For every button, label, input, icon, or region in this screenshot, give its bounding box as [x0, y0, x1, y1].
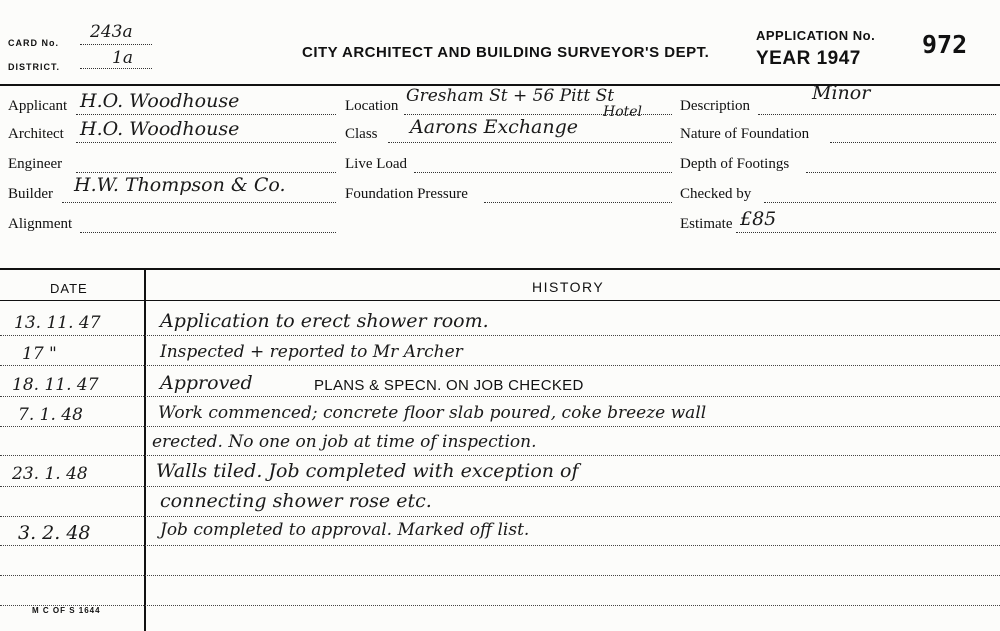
location-value: Gresham St + 56 Pitt St: [406, 86, 615, 106]
history-entry-text: erected. No one on job at time of inspection.: [152, 432, 537, 452]
history-entry-date: 18. 11. 47: [12, 375, 99, 395]
depth-of-footings-label: Depth of Footings: [680, 156, 790, 172]
architect-value: H.O. Woodhouse: [80, 118, 240, 140]
application-no-label: APPLICATION No.: [756, 28, 876, 43]
history-entry-text: Inspected + reported to Mr Archer: [160, 342, 463, 362]
estimate-label: Estimate: [680, 216, 733, 232]
card-no-value: 243a: [90, 22, 133, 42]
builder-value: H.W. Thompson & Co.: [74, 174, 286, 196]
live-load-label: Live Load: [345, 156, 408, 172]
foundation-pressure-label: Foundation Pressure: [345, 186, 468, 202]
applicant-value: H.O. Woodhouse: [80, 90, 240, 112]
form-code: M C OF S 1644: [32, 606, 101, 615]
location-label: Location: [345, 98, 399, 114]
checked-stamp: PLANS & SPECN. ON JOB CHECKED: [314, 377, 584, 394]
history-entry-date: 7. 1. 48: [18, 405, 83, 425]
history-entry-text: Approved: [160, 372, 253, 394]
history-entry-text: Job completed to approval. Marked off list.: [160, 520, 530, 540]
history-top-rule: [0, 268, 1000, 270]
history-column-header: HISTORY: [532, 279, 605, 295]
history-entry-date: 23. 1. 48: [12, 464, 88, 484]
class-value-extra: Hotel: [603, 104, 643, 120]
description-label: Description: [680, 98, 750, 114]
checked-by-label: Checked by: [680, 186, 752, 202]
history-entry-text: Walls tiled. Job completed with exception of: [156, 460, 579, 482]
class-value: Aarons Exchange: [410, 116, 579, 138]
district-value: 1a: [112, 48, 133, 68]
date-column-header: DATE: [50, 281, 88, 296]
history-entry-date: 13. 11. 47: [14, 313, 101, 333]
history-entry-date: 3. 2. 48: [18, 522, 91, 544]
card-no-label: CARD No.: [8, 38, 59, 48]
history-header-rule: [0, 300, 1000, 301]
history-entry-date: 17 ": [22, 344, 57, 364]
applicant-label: Applicant: [8, 98, 68, 114]
architect-label: Architect: [8, 126, 64, 142]
builder-label: Builder: [8, 186, 53, 202]
class-label: Class: [345, 126, 378, 142]
application-year: YEAR 1947: [756, 48, 861, 69]
nature-of-foundation-label: Nature of Foundation: [680, 126, 810, 142]
history-entry-text: connecting shower rose etc.: [160, 490, 432, 512]
department-title: CITY ARCHITECT AND BUILDING SURVEYOR'S DEPT.: [302, 44, 710, 61]
history-entry-text: Work commenced; concrete floor slab poured, coke breeze wall: [158, 403, 707, 423]
date-column-rule: [144, 270, 146, 631]
district-label: DISTRICT.: [8, 62, 61, 72]
engineer-label: Engineer: [8, 156, 63, 172]
alignment-label: Alignment: [8, 216, 73, 232]
estimate-value: £85: [740, 208, 777, 230]
application-no-value: 972: [922, 30, 968, 59]
history-entry-text: Application to erect shower room.: [160, 310, 489, 332]
description-value: Minor: [812, 82, 871, 104]
